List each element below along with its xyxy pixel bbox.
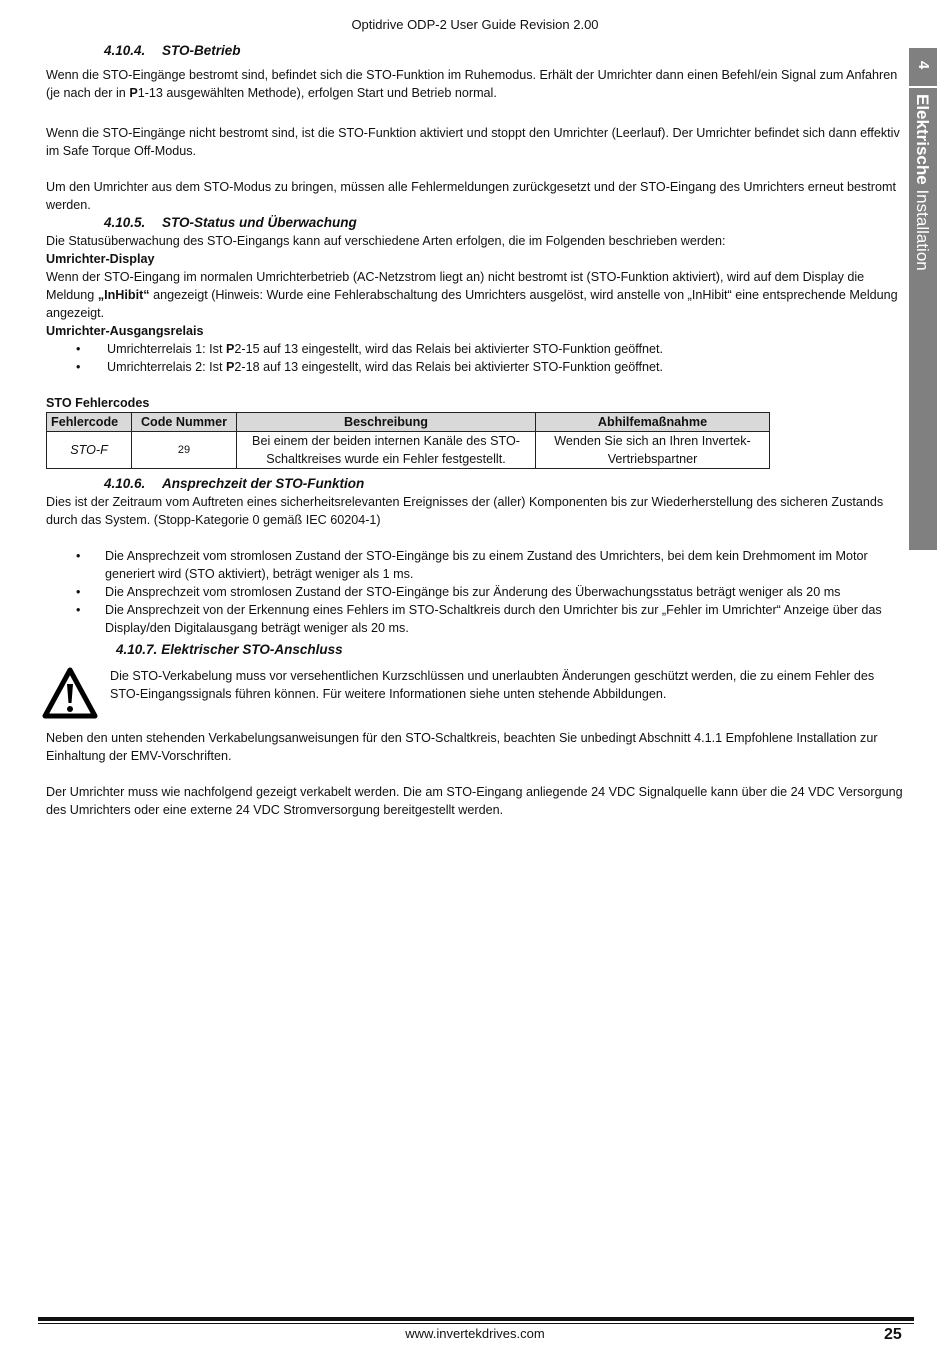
table-cell: Bei einem der beiden internen Kanäle des STO-Schaltkreises wurde ein Fehler festgestellt.	[237, 432, 536, 469]
section-number: 4.10.6.	[104, 476, 146, 491]
section-number: 4.10.4.	[104, 43, 146, 58]
paragraph: Wenn die STO-Eingänge nicht bestromt sind, ist die STO-Funktion aktiviert und stoppt den Umrichter (Leerlauf). Der Umrichter befindet sich dann effektiv im Safe Torque Off-Modus.	[46, 126, 900, 158]
relay-list	[46, 340, 904, 376]
list-item: • Die Ansprechzeit vom stromlosen Zustand der STO-Eingänge bis zur Änderung des Überwachungsstatus beträgt weniger als 20 ms	[46, 583, 904, 601]
paragraph: Um den Umrichter aus dem STO-Modus zu bringen, müssen alle Fehlermeldungen zurückgesetzt und der STO-Eingang des Umrichters erneut bestromt werden.	[46, 180, 896, 212]
table-caption: STO Fehlercodes	[46, 396, 150, 410]
text-run: Wenn die STO-Eingänge bestromt sind, befindet sich die STO-Funktion im Ruhemodus. Erhält der Umrichter dann einen Befehl/ein Signal zum Anfahren (je nach der in	[46, 68, 898, 100]
chapter-title-rest: Installation	[913, 184, 932, 271]
text-run: 2-15 auf 13 eingestellt, wird das Relais bei aktivierter STO-Funktion geöffnet.	[234, 342, 664, 356]
section-number: 4.10.5.	[104, 215, 146, 230]
chapter-title	[913, 94, 931, 271]
page-number: 25	[884, 1326, 902, 1343]
paragraph	[46, 268, 904, 322]
list-item: • Die Ansprechzeit vom stromlosen Zustand der STO-Eingänge bis zu einem Zustand des Umrichters, bei dem kein Drehmoment im Motor generiert wird (STO aktiviert), beträgt weniger als 1 ms.	[46, 547, 904, 583]
table-cell: 29	[132, 432, 237, 469]
chapter-side-tab	[909, 48, 937, 550]
subheading-display: Umrichter-Display	[46, 252, 155, 266]
table-cell: STO-F	[47, 432, 132, 469]
table-row	[47, 432, 770, 469]
table-header: Beschreibung	[237, 413, 536, 432]
side-tab-divider	[909, 86, 937, 88]
section-title: STO-Status und Überwachung	[162, 215, 357, 230]
response-time-list	[46, 547, 904, 637]
table-header: Fehlercode	[47, 413, 132, 432]
error-code-table	[46, 412, 770, 469]
list-item	[46, 340, 904, 358]
warning-box	[46, 667, 904, 719]
section-title: Elektrischer STO-Anschluss	[161, 642, 343, 657]
section-heading-sto-status	[46, 214, 904, 232]
paragraph: Der Umrichter muss wie nachfolgend gezeigt verkabelt werden. Die am STO-Eingang anliegende 24 VDC Signalquelle kann über die 24 VDC Versorgung des Umrichters oder eine externe 24 VDC Stromversorgung bereitgestellt werden.	[46, 785, 903, 817]
table-header: Code Nummer	[132, 413, 237, 432]
section-number: 4.10.7.	[116, 642, 158, 657]
section-heading-response-time	[46, 475, 904, 493]
page-header: Optidrive ODP-2 User Guide Revision 2.00	[351, 17, 599, 32]
warning-icon	[42, 667, 98, 719]
list-item	[46, 358, 904, 376]
section-title: Ansprechzeit der STO-Funktion	[162, 476, 365, 491]
text-run: 2-18 auf 13 eingestellt, wird das Relais bei aktivierter STO-Funktion geöffnet.	[234, 360, 664, 374]
section-heading-sto-betrieb	[46, 42, 904, 60]
subheading-relay: Umrichter-Ausgangsrelais	[46, 324, 204, 338]
table-header: Abhilfemaßnahme	[536, 413, 770, 432]
section-heading-sto-connection	[46, 641, 904, 659]
text-run: angezeigt (Hinweis: Wurde eine Fehlerabschaltung des Umrichters ausgelöst, wird anstelle von „InHibit“ eine entsprechende Meldung angezeigt.	[46, 288, 898, 320]
chapter-title-bold: Elektrische	[913, 94, 932, 185]
footer-rule-thin	[38, 1323, 914, 1324]
warning-text: Die STO-Verkabelung muss vor versehentlichen Kurzschlüssen und unerlaubten Änderungen geschützt werden, die zu einem Fehler des STO-Eingangssignals führen können. Für weitere Informationen siehe unten stehende Abbildungen.	[110, 669, 875, 701]
text-run: 1-13 ausgewählten Methode), erfolgen Start und Betrieb normal.	[137, 86, 497, 100]
footer-url: www.invertekdrives.com	[405, 1326, 545, 1341]
text-run: Umrichterrelais 2: Ist	[107, 360, 226, 374]
table-cell: Wenden Sie sich an Ihren Invertek-Vertriebspartner	[536, 432, 770, 469]
param-prefix: P	[225, 342, 235, 356]
paragraph	[46, 66, 904, 102]
footer-rule	[38, 1317, 914, 1321]
chapter-number: 4	[915, 60, 932, 70]
param-prefix: P	[225, 360, 235, 374]
param-prefix: P	[129, 86, 138, 100]
main-content	[46, 42, 904, 819]
paragraph: Dies ist der Zeitraum vom Auftreten eines sicherheitsrelevanten Ereignisses der (aller) Komponenten bis zur Wiederherstellung des sicheren Zustands durch das System. (Stopp-Kategorie 0 gemäß IEC 60204-1)	[46, 495, 884, 527]
table-header-row	[47, 413, 770, 432]
paragraph: Neben den unten stehenden Verkabelungsanweisungen für den STO-Schaltkreis, beachten Sie unbedingt Abschnitt 4.1.1 Empfohlene Installation zur Einhaltung der EMV-Vorschriften.	[46, 731, 878, 763]
list-item: • Die Ansprechzeit von der Erkennung eines Fehlers im STO-Schaltkreis durch den Umrichter bis zur „Fehler im Umrichter“ Anzeige über das Display/den Digitalausgang beträgt weniger als 20 ms.	[46, 601, 904, 637]
text-run: Umrichterrelais 1: Ist	[107, 342, 226, 356]
text-run: Wenn der STO-Eingang im normalen Umrichterbetrieb (AC-Netzstrom liegt an) nicht bestromt ist (STO-Funktion aktiviert), wird auf dem Display die Meldung	[46, 270, 865, 302]
section-title: STO-Betrieb	[162, 43, 241, 58]
inhibit-label: „InHibit“	[97, 288, 150, 302]
paragraph: Die Statusüberwachung des STO-Eingangs kann auf verschiedene Arten erfolgen, die im Folgenden beschrieben werden:	[46, 234, 726, 248]
